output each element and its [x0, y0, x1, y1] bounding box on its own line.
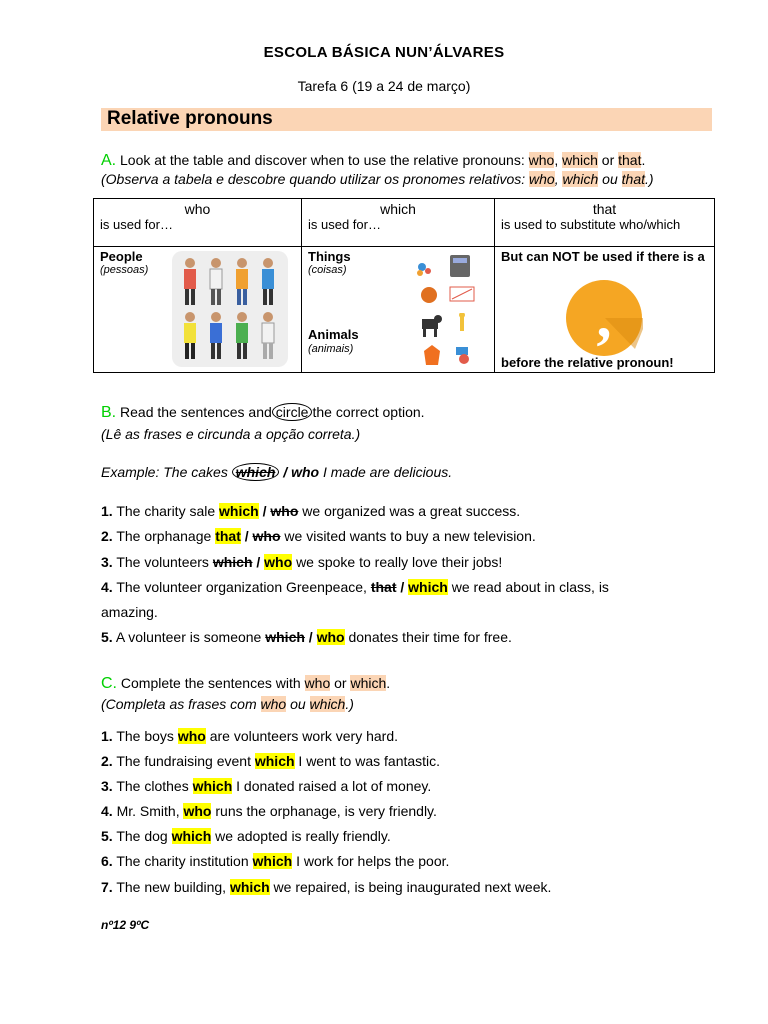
answer: which — [254, 753, 295, 769]
section-title-bar — [101, 108, 712, 131]
b-item-1 — [101, 503, 520, 519]
animals-icons — [418, 313, 480, 369]
slash: / — [262, 503, 267, 519]
head-that-sub: is used to substitute who/which — [501, 217, 681, 232]
relative-pronoun-table — [93, 198, 715, 373]
cell-people — [94, 247, 302, 373]
example-sentence — [101, 464, 452, 480]
chosen-option: which — [219, 503, 259, 519]
part-b-text: Read the sentences and — [120, 404, 272, 420]
item-pre: The fundraising event — [116, 753, 251, 769]
part-a-instruction — [101, 152, 645, 170]
answer: which — [171, 828, 212, 844]
cell-that-rule — [495, 247, 715, 373]
animals-note: (animais) — [308, 343, 354, 355]
item-pre: The charity institution — [116, 853, 249, 869]
part-c-text: Complete the sentences with — [120, 675, 301, 691]
item-post: we spoke to really love their jobs! — [296, 554, 503, 570]
part-b-translation: (Lê as frases e circunda a opção correta.) — [101, 426, 361, 442]
answer: which — [229, 879, 270, 895]
item-pre: The new building, — [116, 879, 227, 895]
item-num: 5. — [101, 629, 113, 645]
b-item-3 — [101, 554, 502, 570]
that-rule-text: But can NOT be used if there is a — [501, 249, 705, 264]
part-a-letter: A. — [101, 152, 117, 169]
table-head-which — [302, 199, 495, 247]
item-post: I donated raised a lot of money. — [236, 778, 432, 794]
c-item-7 — [101, 879, 551, 895]
answer: which — [252, 853, 293, 869]
slash: / — [283, 464, 288, 480]
item-num: 3. — [101, 778, 113, 794]
c-item-1 — [101, 728, 398, 744]
part-b-instruction — [101, 404, 425, 422]
part-c-translation — [101, 696, 354, 712]
item-post: we read about in class, is — [451, 579, 609, 595]
slash: / — [256, 554, 261, 570]
item-num: 1. — [101, 728, 113, 744]
example-post: I made are delicious. — [322, 464, 453, 480]
task-title: Tarefa 6 (19 a 24 de março) — [297, 78, 471, 94]
item-num: 4. — [101, 803, 113, 819]
people-note: (pessoas) — [100, 264, 149, 276]
word-that: that — [621, 171, 645, 187]
dot: . — [386, 675, 391, 691]
c-item-2 — [101, 753, 440, 769]
chosen-option: that — [215, 528, 241, 544]
item-num: 6. — [101, 853, 113, 869]
things-label: Things — [308, 249, 351, 264]
word-which: which — [562, 171, 599, 187]
struck-option: that — [370, 579, 397, 595]
item-pre: A volunteer is someone — [115, 629, 262, 645]
things-icons — [412, 253, 476, 305]
item-post: we adopted is really friendly. — [215, 828, 391, 844]
that-rule-end: before the relative pronoun! — [501, 355, 674, 370]
school-name: ESCOLA BÁSICA NUN’ÁLVARES — [263, 44, 505, 61]
item-pre: Mr. Smith, — [116, 803, 180, 819]
head-which: which — [380, 201, 416, 217]
head-that: that — [592, 201, 617, 217]
chosen-option: who — [264, 554, 293, 570]
pt-end: .) — [345, 696, 354, 712]
b-item-2 — [101, 528, 536, 544]
word-who: who — [529, 171, 555, 187]
word-that: that — [618, 152, 642, 168]
item-post: we organized was a great success. — [302, 503, 521, 519]
part-a-translation — [101, 171, 654, 187]
slash: / — [400, 579, 405, 595]
animals-label: Animals — [308, 327, 359, 342]
part-c-letter: C. — [101, 675, 117, 692]
word-ou: ou — [602, 171, 618, 187]
item-post: I work for helps the poor. — [296, 853, 450, 869]
people-image — [172, 251, 288, 367]
cell-things-animals — [302, 247, 495, 373]
item-pre: The clothes — [116, 778, 189, 794]
example-who: who — [291, 464, 320, 480]
table-head-who — [94, 199, 302, 247]
chosen-option: who — [316, 629, 345, 645]
head-which-sub: is used for… — [308, 217, 381, 232]
item-pre: The dog — [116, 828, 168, 844]
pt-text: (Observa a tabela e descobre quando utilizar os pronomes relativos: — [101, 171, 526, 187]
table-head-that — [495, 199, 715, 247]
item-post: we visited wants to buy a new television. — [284, 528, 536, 544]
student-id: nº12 9ºC — [101, 918, 150, 932]
things-note: (coisas) — [308, 264, 347, 276]
item-pre: The orphanage — [116, 528, 212, 544]
part-a-text: Look at the table and discover when to use the relative pronouns: — [120, 152, 525, 168]
struck-option: which — [212, 554, 253, 570]
item-num: 5. — [101, 828, 113, 844]
struck-option: who — [270, 503, 299, 519]
item-num: 3. — [101, 554, 113, 570]
item-pre: The volunteers — [116, 554, 209, 570]
section-title: Relative pronouns — [107, 108, 273, 129]
b-item-5 — [101, 629, 512, 645]
item-num: 2. — [101, 528, 113, 544]
word-who: who — [304, 675, 331, 691]
answer: which — [192, 778, 233, 794]
dot: . — [641, 152, 646, 168]
word-which: which — [309, 696, 346, 712]
head-who: who — [184, 201, 211, 217]
comma-icon — [565, 279, 643, 357]
chosen-option: which — [408, 579, 448, 595]
pt-end: .) — [645, 171, 654, 187]
word-or: or — [334, 675, 347, 691]
item-post: we repaired, is being inaugurated next week. — [273, 879, 552, 895]
item-num: 2. — [101, 753, 113, 769]
struck-option: which — [265, 629, 305, 645]
word-ou: ou — [290, 696, 306, 712]
word-who: who — [528, 152, 555, 168]
item-num: 7. — [101, 879, 113, 895]
comma: , — [554, 171, 559, 187]
part-b-text-end: the correct option. — [312, 404, 425, 420]
word-circle: circle — [272, 403, 313, 421]
slash: / — [244, 528, 249, 544]
item-num: 4. — [101, 579, 113, 595]
item-post: are volunteers work very hard. — [209, 728, 399, 744]
example-which: which — [232, 463, 280, 481]
svg-text:,: , — [596, 284, 612, 350]
item-post: donates their time for free. — [348, 629, 512, 645]
b-item-4 — [101, 579, 609, 595]
item-post: I went to was fantastic. — [298, 753, 441, 769]
word-which: which — [562, 152, 598, 168]
word-which: which — [350, 675, 387, 691]
item-pre: The volunteer organization Greenpeace, — [116, 579, 367, 595]
pt-text: (Completa as frases com — [101, 696, 257, 712]
item-post: runs the orphanage, is very friendly. — [215, 803, 437, 819]
b-item-4-continued: amazing. — [101, 604, 158, 620]
part-b-letter: B. — [101, 404, 117, 421]
comma: , — [554, 152, 559, 168]
c-item-5 — [101, 828, 391, 844]
word-who: who — [260, 696, 287, 712]
answer: who — [177, 728, 206, 744]
slash: / — [308, 629, 313, 645]
item-pre: The charity sale — [116, 503, 216, 519]
c-item-3 — [101, 778, 431, 794]
people-label: People — [100, 249, 143, 264]
answer: who — [183, 803, 212, 819]
example-pre: Example: The cakes — [101, 464, 228, 480]
struck-option: who — [252, 528, 281, 544]
head-who-sub: is used for… — [100, 217, 173, 232]
word-or: or — [601, 152, 615, 168]
part-c-instruction — [101, 675, 390, 693]
item-num: 1. — [101, 503, 113, 519]
c-item-6 — [101, 853, 449, 869]
item-pre: The boys — [116, 728, 174, 744]
c-item-4 — [101, 803, 437, 819]
